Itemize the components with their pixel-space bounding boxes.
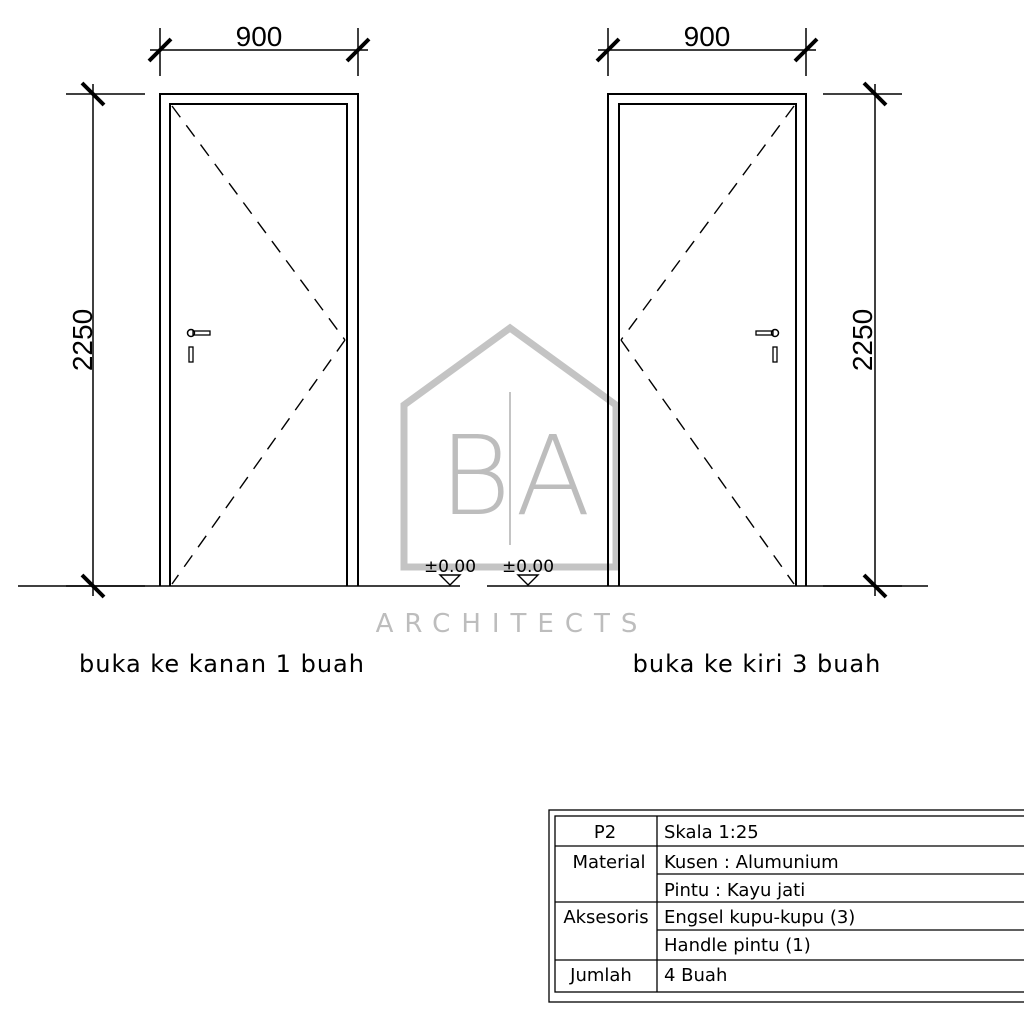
door-left-handle-icon (188, 330, 211, 363)
watermark-letter-left: B (438, 412, 512, 540)
door-left-swing-upper (172, 106, 345, 340)
door-right-level-mark (502, 557, 554, 585)
spec-table-value: Handle pintu (1) (664, 935, 811, 956)
door-left-width-dimension (149, 21, 369, 76)
door-right-frame-inner (619, 104, 796, 586)
spec-table (549, 810, 1024, 1002)
door-right-height-dimension (823, 83, 902, 597)
door-left-frame-outer (160, 94, 358, 586)
watermark-letter-right: A (515, 412, 591, 540)
door-right-width-label: 900 (683, 21, 731, 52)
door-right-height-label: 2250 (847, 308, 878, 372)
spec-table-label: Jumlah (570, 965, 632, 986)
door-right-swing-lower (621, 340, 794, 584)
spec-table-value: 4 Buah (664, 965, 728, 986)
door-right (502, 21, 902, 678)
watermark-architects: ARCHITECTS (375, 609, 649, 639)
spec-table-value: Pintu : Kayu jati (664, 880, 806, 901)
spec-table-value: Engsel kupu-kupu (3) (664, 907, 856, 928)
door-right-frame-outer (608, 94, 806, 586)
spec-table-label: P2 (593, 822, 617, 843)
door-right-handle-icon (756, 330, 779, 363)
door-left-frame-inner (170, 104, 347, 586)
door-left-caption: buka ke kanan 1 buah (79, 650, 365, 678)
door-right-width-dimension (597, 21, 817, 76)
door-right-level-label: ±0.00 (501, 557, 555, 577)
spec-table-value: Kusen : Alumunium (664, 852, 839, 873)
door-right-swing-upper (621, 106, 794, 340)
spec-table-value: Skala 1:25 (664, 822, 759, 843)
door-left-level-label: ±0.00 (423, 557, 477, 577)
spec-table-label: Aksesoris (563, 907, 649, 928)
door-left (66, 21, 476, 678)
door-right-caption: buka ke kiri 3 buah (632, 650, 882, 678)
door-left-height-dimension (66, 83, 145, 597)
spec-table-label: Material (572, 852, 646, 873)
door-left-height-label: 2250 (67, 308, 98, 372)
door-left-level-mark (424, 557, 476, 585)
door-left-swing-lower (172, 340, 345, 584)
door-left-width-label: 900 (235, 21, 283, 52)
